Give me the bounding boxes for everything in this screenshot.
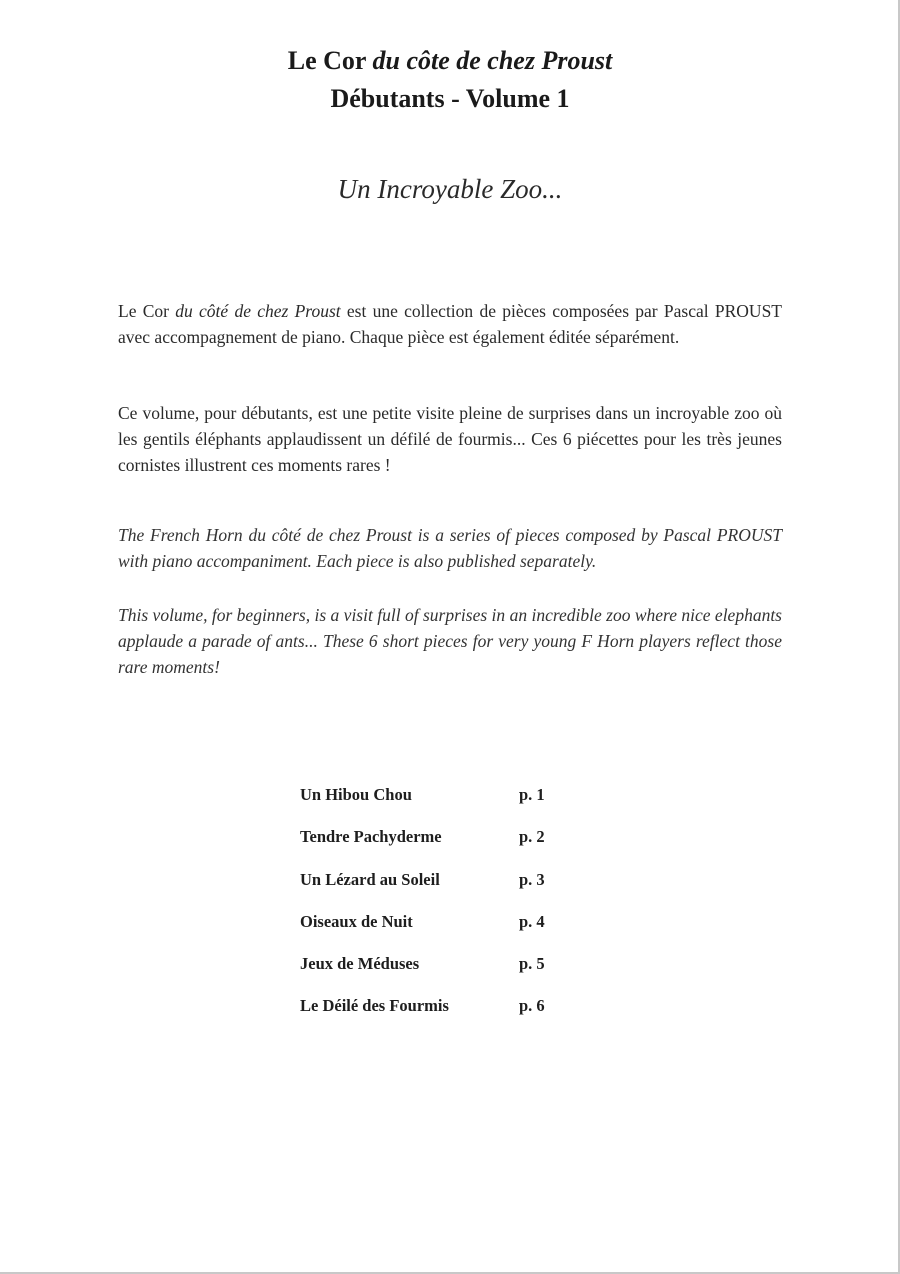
intro-fr-p1-rest: est une collection de pièces composées par Pascal PROUST avec accompagnement de piano. Chaque pièce est également éditée séparément. — [118, 301, 782, 347]
toc-page: p. 3 — [519, 869, 545, 889]
table-of-contents — [300, 785, 600, 1039]
toc-page: p. 1 — [519, 785, 545, 804]
intro-en-paragraph-1: The French Horn du côté de chez Proust is a series of pieces composed by Pascal PROUST with piano accompaniment. Each piece is also published separately. — [118, 525, 782, 571]
document-title — [0, 42, 900, 80]
intro-fr-p1-prefix: Le Cor — [118, 301, 176, 321]
toc-row — [300, 870, 600, 912]
toc-page: p. 5 — [519, 954, 545, 974]
toc-title: Le Déilé des Fourmis — [300, 996, 449, 1016]
intro-en-paragraph-2: This volume, for beginners, is a visit full of surprises in an incredible zoo where nice elephants applaude a parade of ants... These 6 short pieces for very young F Horn players reflect those rare moments! — [118, 605, 782, 677]
toc-title: Oiseaux de Nuit — [300, 911, 413, 931]
toc-row — [300, 827, 600, 869]
collection-subtitle: Un Incroyable Zoo... — [337, 174, 563, 204]
toc-row — [300, 912, 600, 954]
document-subtitle-volume: Débutants - Volume 1 — [330, 84, 570, 113]
toc-title: Un Lézard au Soleil — [300, 869, 440, 889]
toc-row — [300, 996, 600, 1038]
intro-fr-paragraph-1 — [118, 298, 782, 350]
toc-title: Jeux de Méduses — [300, 954, 420, 974]
intro-fr-p1-italic: du côté de chez Proust — [175, 301, 341, 321]
toc-row — [300, 954, 600, 996]
toc-page: p. 4 — [519, 911, 545, 931]
toc-page: p. 2 — [519, 827, 545, 847]
title-italic: du côte de chez Proust — [372, 46, 613, 75]
toc-row — [300, 785, 600, 827]
title-prefix: Le Cor — [287, 46, 373, 75]
toc-page: p. 6 — [519, 996, 545, 1016]
toc-title: Un Hibou Chou — [300, 785, 412, 804]
toc-title: Tendre Pachyderme — [300, 827, 442, 847]
intro-fr-paragraph-2: Ce volume, pour débutants, est une petite visite pleine de surprises dans un incroyable zoo où les gentils éléphants applaudissent un défilé de fourmis... Ces 6 piécettes pour les très jeunes cornistes illustrent ces moments rares ! — [118, 403, 782, 475]
